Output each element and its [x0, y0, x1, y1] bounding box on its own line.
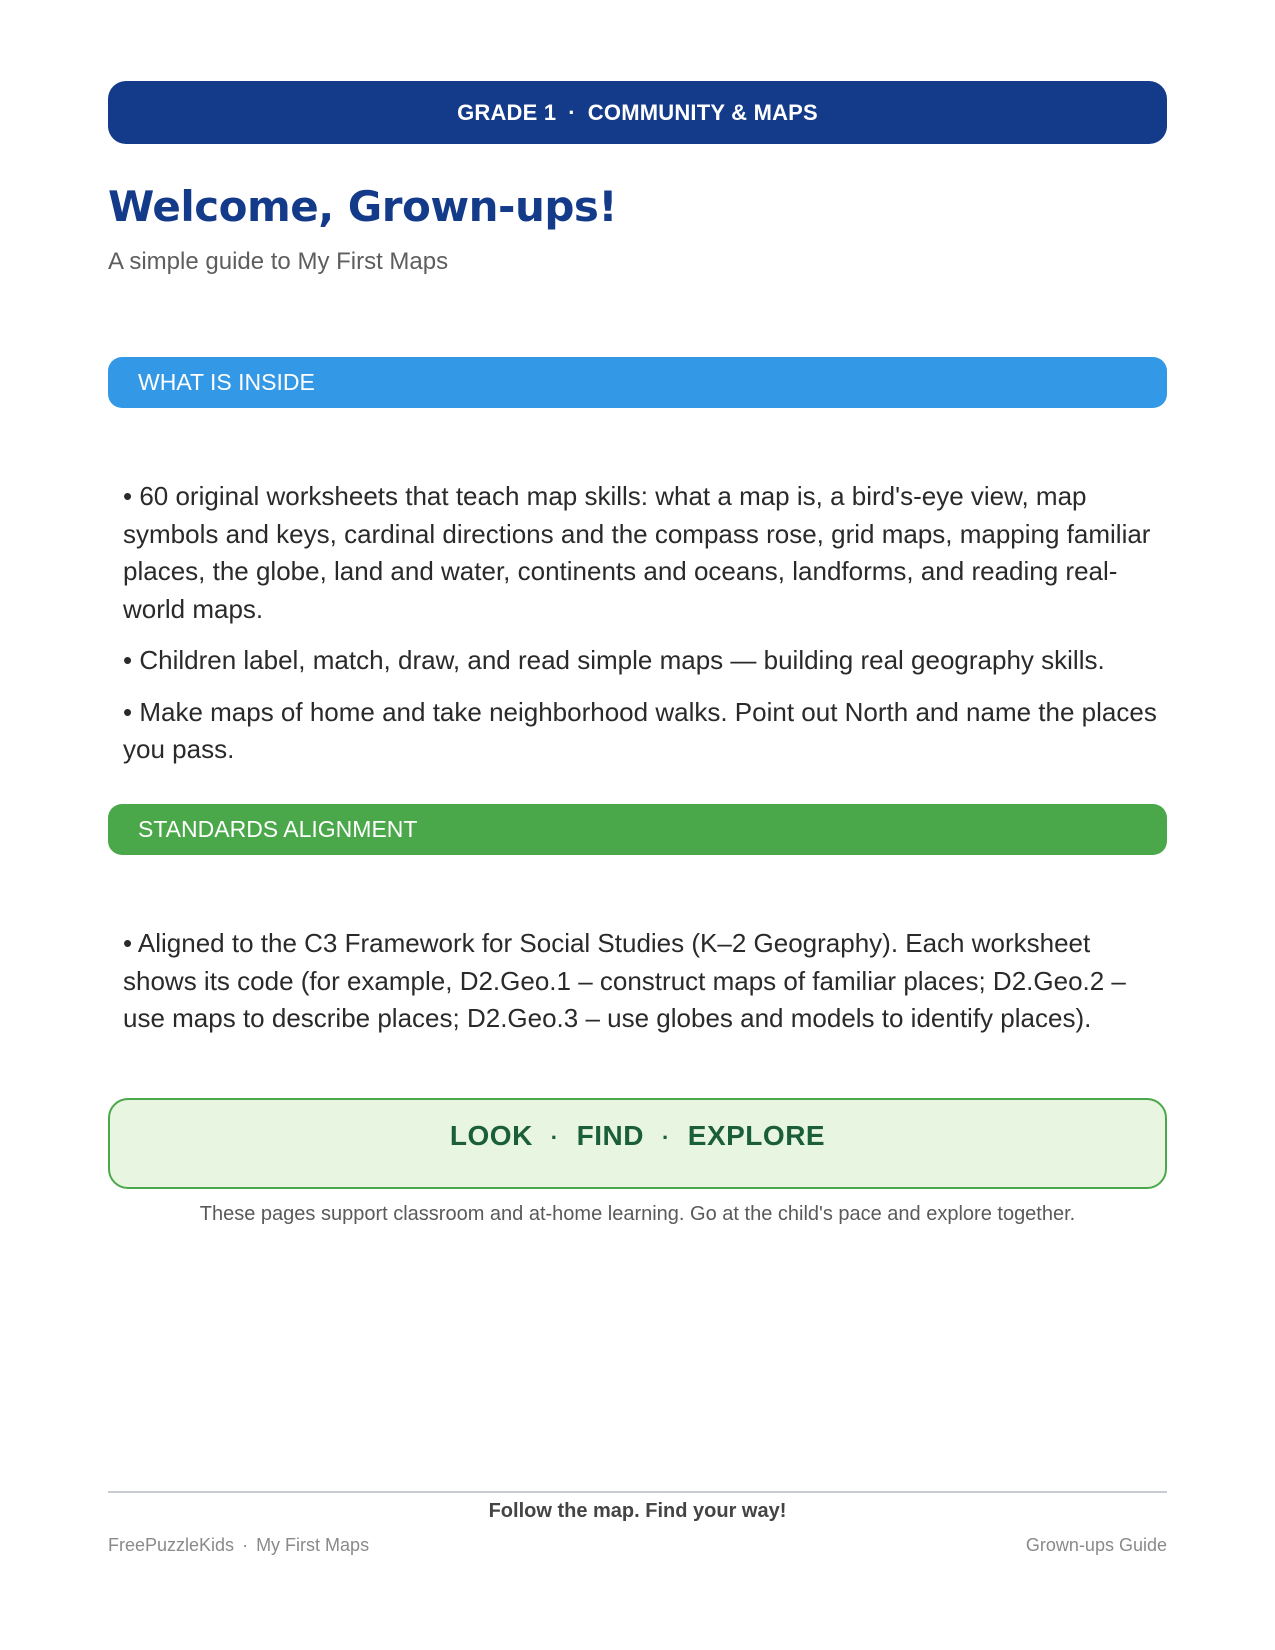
- section-heading-standards: [108, 804, 1167, 855]
- banner-separator: ·: [568, 99, 576, 125]
- learning-note: These pages support classroom and at-home learning. Go at the child's pace and explore together.: [199, 1203, 1076, 1225]
- list-item: • Make maps of home and take neighborhood walks. Point out North and name the places you pass.: [123, 696, 1157, 764]
- footer-tagline: Follow the map. Find your way!: [488, 1500, 787, 1522]
- callout-text: [110, 1120, 1165, 1152]
- section-heading-standards-label: STANDARDS ALIGNMENT: [138, 816, 418, 842]
- footer-divider: [108, 1491, 1167, 1493]
- callout-word-look: LOOK: [449, 1120, 533, 1151]
- footer-brand-name: FreePuzzleKids: [108, 1535, 235, 1555]
- callout-word-explore: EXPLORE: [687, 1120, 826, 1151]
- footer-separator: ·: [242, 1535, 249, 1555]
- grade-banner: [108, 81, 1167, 144]
- section-heading-inside: [108, 357, 1167, 408]
- list-item: • 60 original worksheets that teach map skills: what a map is, a bird's-eye view, map symbols and keys, cardinal directions and the compass rose, grid maps, mapping familiar places, the globe, land and water, continents and oceans, landforms, and reading real-world maps.: [123, 481, 1151, 624]
- list-item: • Aligned to the C3 Framework for Social Studies (K–2 Geography). Each worksheet shows its code (for example, D2.Geo.1 – construct maps of familiar places; D2.Geo.2 – use maps to describe places; D2.Geo.3 – use globes and models to identify places).: [123, 928, 1126, 1033]
- callout-word-find: FIND: [576, 1120, 644, 1151]
- callout-separator: ·: [661, 1125, 670, 1150]
- callout-separator: ·: [550, 1125, 559, 1150]
- grade-label: GRADE 1: [457, 99, 557, 125]
- section-heading-inside-label: WHAT IS INSIDE: [138, 369, 315, 395]
- list-item: • Children label, match, draw, and read simple maps — building real geography skills.: [123, 645, 1105, 675]
- inside-list: [123, 478, 1163, 783]
- guide-page: [108, 0, 1167, 1650]
- footer-guide-label: Grown-ups Guide: [1025, 1535, 1167, 1555]
- standards-list: [123, 925, 1163, 1052]
- footer-brand: [108, 1535, 369, 1556]
- look-find-explore-callout: [108, 1098, 1167, 1189]
- topic-label: COMMUNITY & MAPS: [587, 99, 818, 125]
- footer-book-name: My First Maps: [256, 1535, 370, 1555]
- page-subtitle: A simple guide to My First Maps: [108, 248, 449, 275]
- page-title: Welcome, Grown-ups!: [108, 182, 618, 231]
